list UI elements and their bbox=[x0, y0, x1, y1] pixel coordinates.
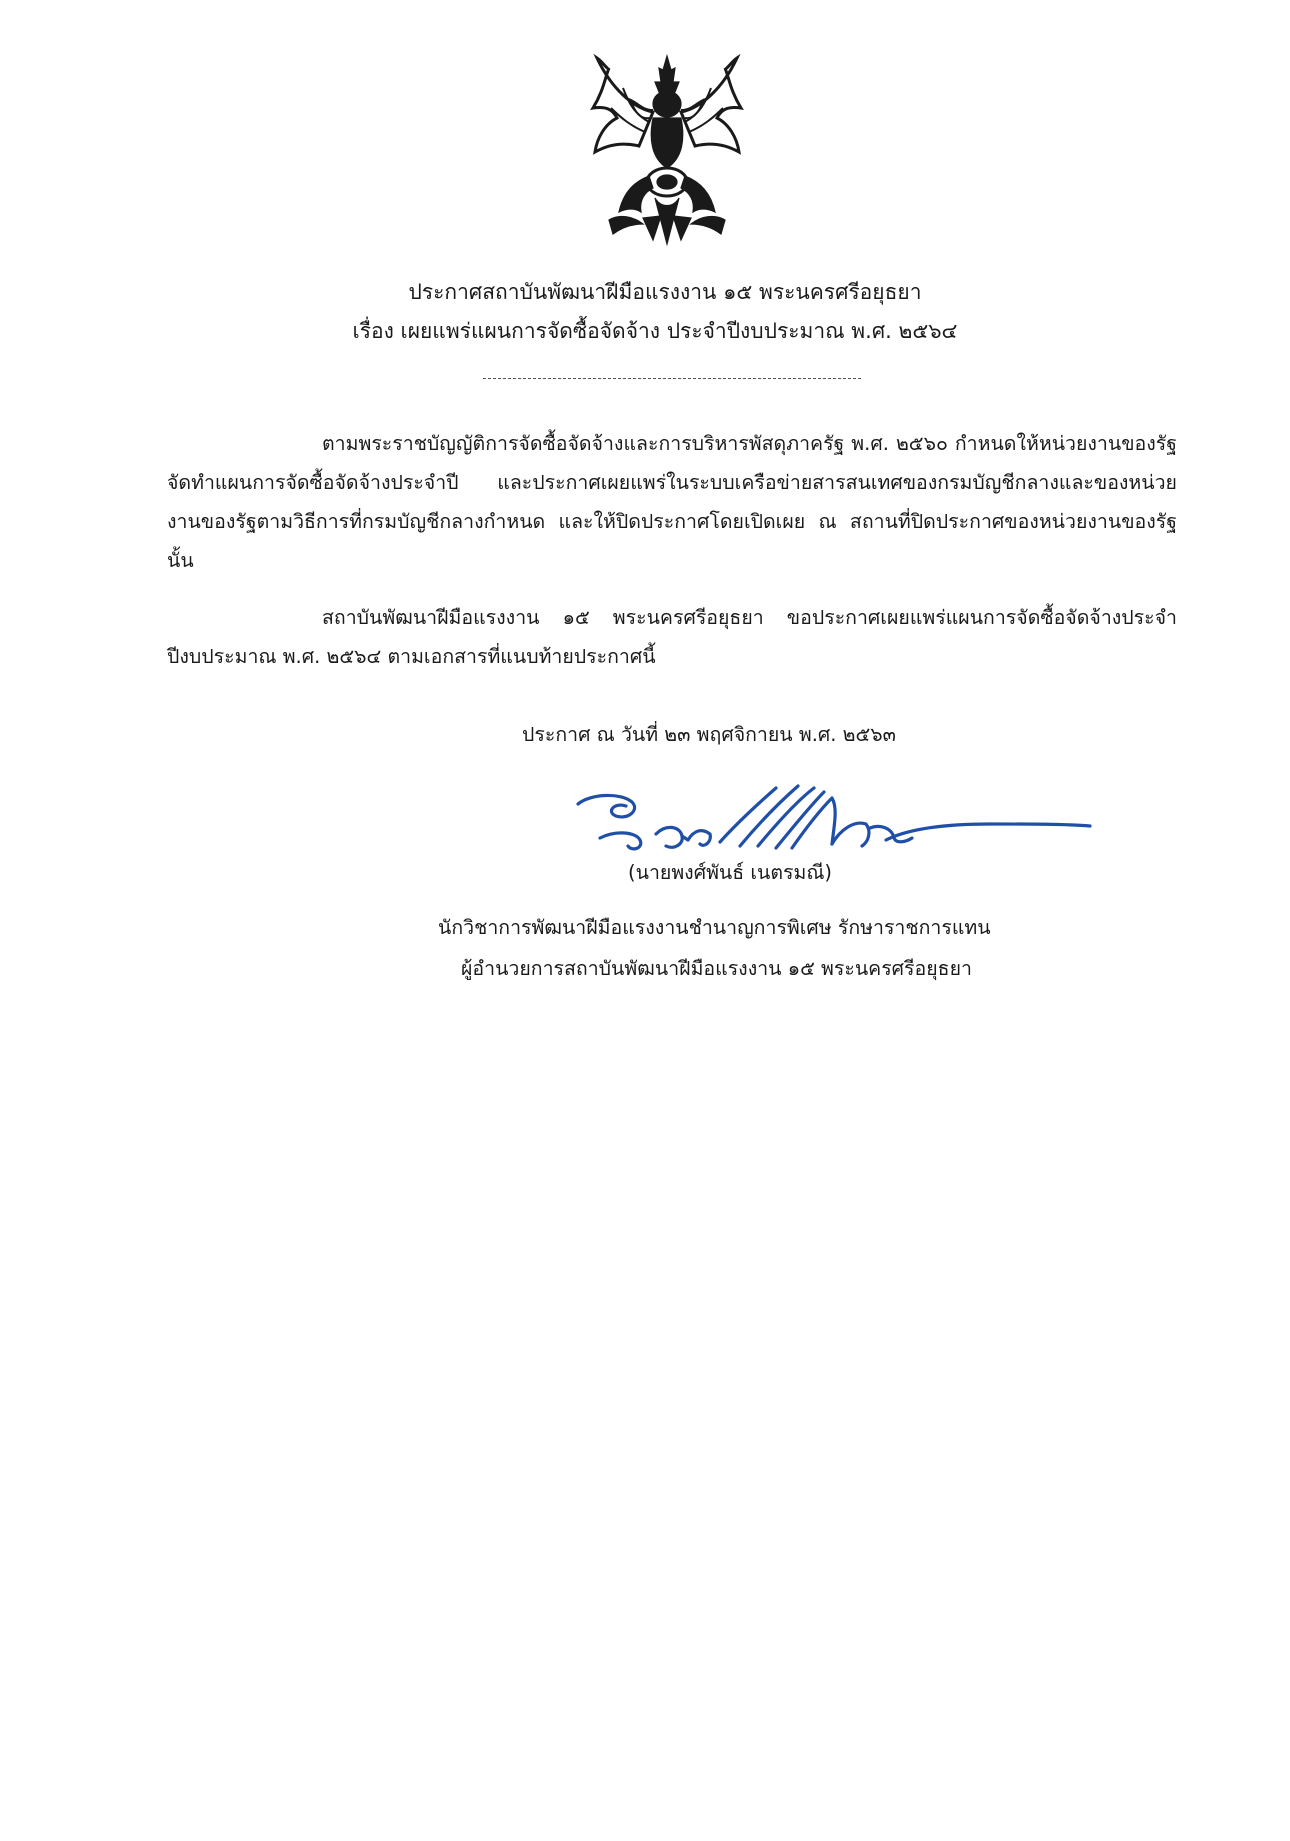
announcement-title: ประกาศสถาบันพัฒนาฝีมือแรงงาน ๑๕ พระนครศรีอยุธยา bbox=[408, 280, 922, 304]
garuda-emblem bbox=[583, 48, 751, 248]
body-paragraph-2-text: สถาบันพัฒนาฝีมือแรงงาน ๑๕ พระนครศรีอยุธยา ขอประกาศเผยแพร่แผนการจัดซื้อจัดจ้างประจำปีงบประมาณ พ.ศ. ๒๕๖๔ ตามเอกสารที่แนบท้ายประกาศนี้ bbox=[167, 606, 1177, 668]
body-paragraph-2 bbox=[167, 598, 1177, 676]
title-divider bbox=[483, 378, 861, 379]
announcement-subject: เรื่อง เผยแพร่แผนการจัดซื้อจัดจ้าง ประจำปีงบประมาณ พ.ศ. ๒๕๖๔ bbox=[352, 319, 958, 343]
body-paragraph-1-text: ตามพระราชบัญญัติการจัดซื้อจัดจ้างและการบริหารพัสดุภาครัฐ พ.ศ. ๒๕๖๐ กำหนดให้หน่วยงานของรัฐจัดทำแผนการจัดซื้อจัดจ้างประจำปี และประกาศเผยแพร่ในระบบเครือข่ายสารสนเทศของกรมบัญชีกลางและของหน่วยงานของรัฐตามวิธีการที่กรมบัญชีกลางกำหนด และให้ปิดประกาศโดยเปิดเผย ณ สถานที่ปิดประกาศของหน่วยงานของรัฐ นั้น bbox=[167, 432, 1177, 572]
body-paragraph-1 bbox=[167, 424, 1177, 580]
signer-position-line-1: นักวิชาการพัฒนาฝีมือแรงงานชำนาญการพิเศษ รักษาราชการแทน bbox=[438, 916, 991, 939]
signer-position-line-2: ผู้อำนวยการสถาบันพัฒนาฝีมือแรงงาน ๑๕ พระนครศรีอยุธยา bbox=[461, 957, 972, 980]
announcement-date: ประกาศ ณ วันที่ ๒๓ พฤศจิกายน พ.ศ. ๒๕๖๓ bbox=[522, 723, 896, 746]
signer-name: (นายพงศ์พันธ์ เนตรมณี) bbox=[628, 861, 833, 884]
